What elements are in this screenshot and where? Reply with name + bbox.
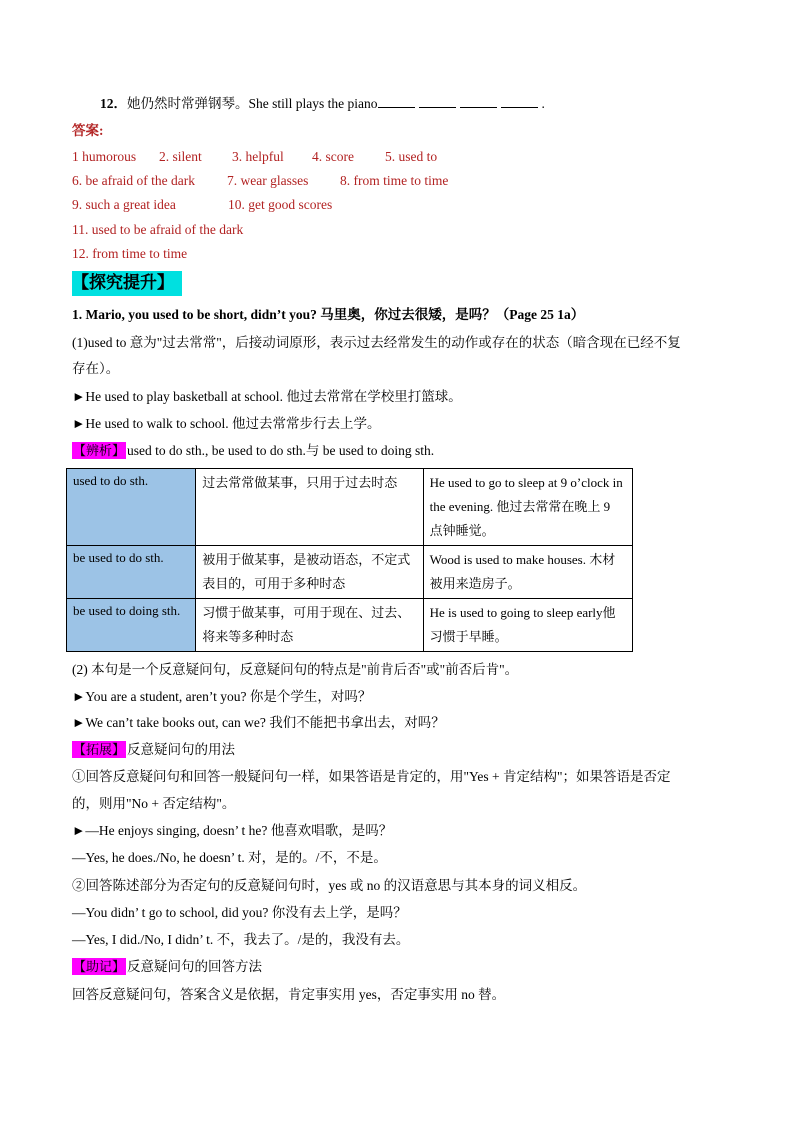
table-example: He used to go to sleep at 9 o’clock in the evening. 他过去常常在晚上 9 点钟睡觉。 <box>423 469 632 546</box>
expand-text: 反意疑问句的用法 <box>127 742 236 757</box>
point-2-example-1: ►You are a student, aren’t you? 你是个学生，对吗？ <box>72 689 372 704</box>
dialogue-4: —Yes, I did./No, I didn’ t. 不，我去了。/是的，我没有去。 <box>72 932 410 947</box>
dialogue-1: ►—He enjoys singing, doesn’ t he? 他喜欢唱歌，是吗？ <box>72 823 393 838</box>
answer-4: 4. score <box>312 149 354 164</box>
point-1-example-2: ►He used to walk to school. 他过去常常步行去上学。 <box>72 416 381 431</box>
analysis-tag: 【辨析】 <box>73 443 126 458</box>
analysis-line <box>72 442 434 460</box>
table-row <box>67 546 633 599</box>
table-term: used to do sth. <box>67 469 196 546</box>
rule-2: ②回答陈述部分为否定句的反意疑问句时，yes 或 no 的汉语意思与其本身的词义相反。 <box>72 878 587 893</box>
question-english: She still plays the piano <box>248 96 378 111</box>
point-2-example-2: ►We can’t take books out, can we? 我们不能把书拿出去，对吗？ <box>72 715 445 730</box>
rule-1-line-2: 的，则用"No + 否定结构"。 <box>72 796 236 811</box>
answer-3: 3. helpful <box>232 149 284 164</box>
answer-1: 1 humorous <box>72 149 137 164</box>
section-heading: 【探究提升】 <box>72 271 182 296</box>
memo-line <box>72 958 262 976</box>
table-meaning: 习惯于做某事，可用于现在、过去、将来等多种时态 <box>196 599 423 652</box>
point-2-intro: (2) 本句是一个反意疑问句，反意疑问句的特点是"前肯后否"或"前否后肯"。 <box>72 662 519 677</box>
expand-line <box>72 741 235 759</box>
answer-8: 8. from time to time <box>340 173 449 188</box>
point-1-para-line-1: (1)used to 意为"过去常常"，后接动词原形，表示过去经常发生的动作或存在的状态（暗含现在已经不复 <box>72 335 681 350</box>
dialogue-2: —Yes, he does./No, he doesn’ t. 对，是的。/不，不是。 <box>72 850 387 865</box>
table-example: Wood is used to make houses. 木材被用来造房子。 <box>423 546 632 599</box>
answer-10: 10. get good scores <box>228 197 333 212</box>
expand-tag: 【拓展】 <box>73 742 126 757</box>
memo-body: 回答反意疑问句，答案含义是依据，肯定事实用 yes，否定事实用 no 替。 <box>72 987 506 1002</box>
usage-comparison-table <box>66 468 633 652</box>
answer-12: 12. from time to time <box>72 246 188 261</box>
point-1-example-1: ►He used to play basketball at school. 他过去常常在学校里打篮球。 <box>72 389 462 404</box>
question-12 <box>100 95 545 113</box>
table-row <box>67 599 633 652</box>
answer-5: 5. used to <box>385 149 438 164</box>
answer-2: 2. silent <box>159 149 202 164</box>
table-row <box>67 469 633 546</box>
answer-blank-1[interactable] <box>378 95 415 108</box>
answer-blank-3[interactable] <box>460 95 497 108</box>
answer-blank-2[interactable] <box>419 95 456 108</box>
answers-label: 答案: <box>72 123 104 138</box>
rule-1-line-1: ①回答反意疑问句和回答一般疑问句一样，如果答语是肯定的，用"Yes + 肯定结构"；如果答语是否定 <box>72 769 671 784</box>
analysis-text: used to do sth., be used to do sth.与 be used to doing sth. <box>127 443 435 458</box>
table-term: be used to do sth. <box>67 546 196 599</box>
table-term: be used to doing sth. <box>67 599 196 652</box>
answer-6: 6. be afraid of the dark <box>72 173 195 188</box>
table-meaning: 过去常常做某事，只用于过去时态 <box>196 469 423 546</box>
answer-7: 7. wear glasses <box>227 173 309 188</box>
question-end: . <box>541 96 545 111</box>
point-1-para-line-2: 存在）。 <box>72 361 120 376</box>
point-1-title: 1. Mario, you used to be short, didn’t you? 马里奥，你过去很矮，是吗？（Page 25 1a） <box>72 307 585 322</box>
memo-text: 反意疑问句的回答方法 <box>127 959 263 974</box>
answer-9: 9. such a great idea <box>72 197 176 212</box>
question-chinese: 她仍然时常弹钢琴。 <box>127 96 249 111</box>
table-example: He is used to going to sleep early他习惯于早睡。 <box>423 599 632 652</box>
question-number: 12． <box>100 96 127 111</box>
answer-11: 11. used to be afraid of the dark <box>72 222 244 237</box>
dialogue-3: —You didn’ t go to school, did you? 你没有去上学，是吗？ <box>72 905 407 920</box>
memo-tag: 【助记】 <box>73 959 126 974</box>
table-meaning: 被用于做某事，是被动语态，不定式表目的，可用于多种时态 <box>196 546 423 599</box>
answer-blank-4[interactable] <box>501 95 538 108</box>
